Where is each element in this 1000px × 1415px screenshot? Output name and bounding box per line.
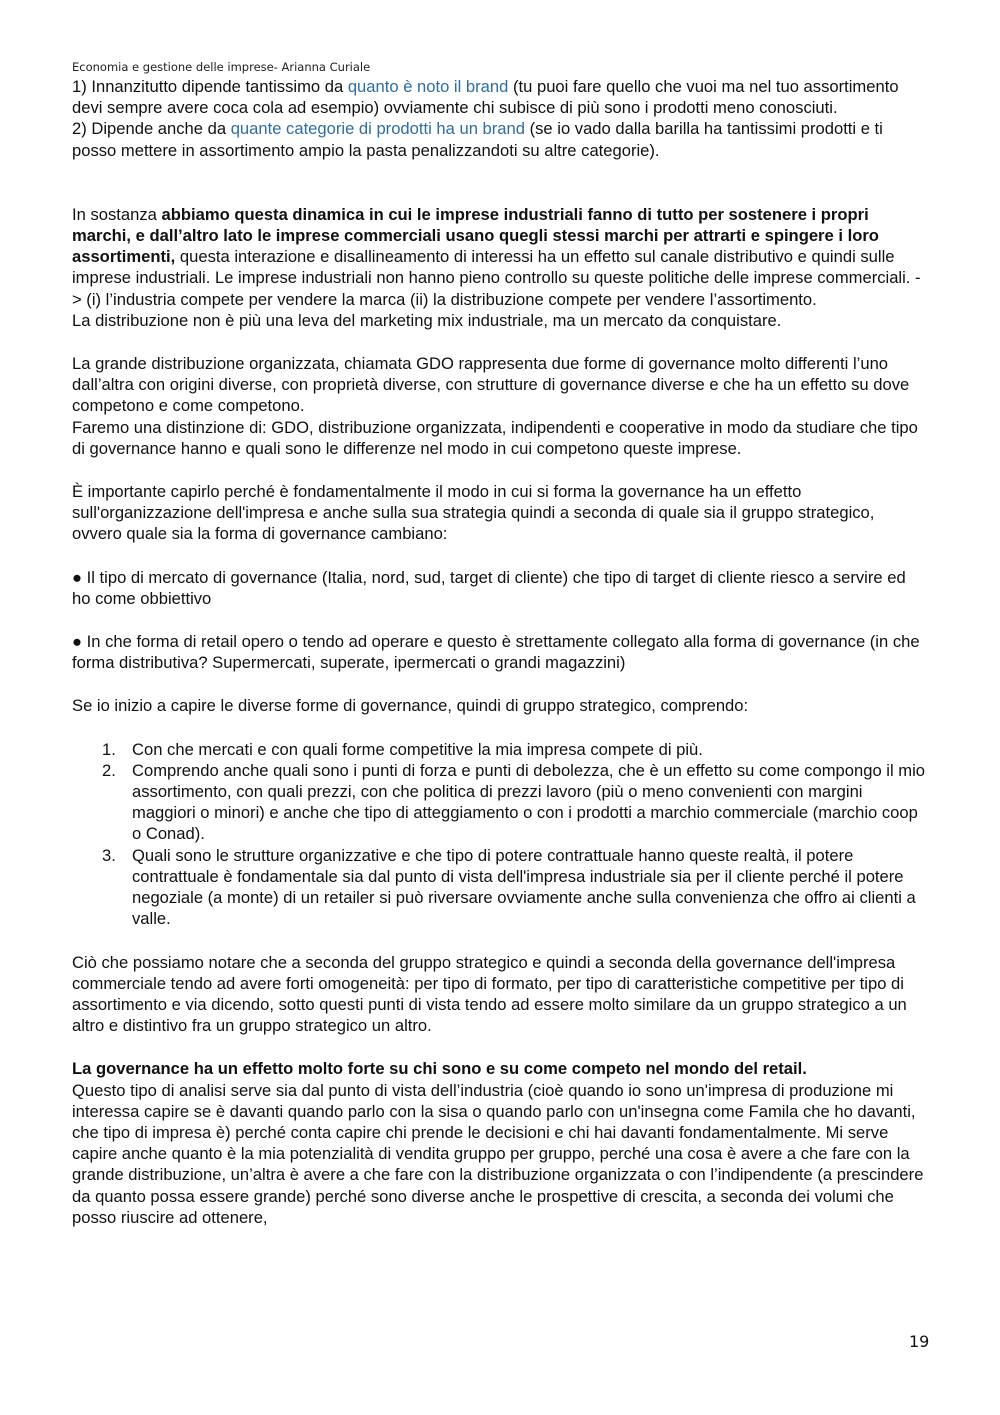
paragraph-distinction: Faremo una distinzione di: GDO, distribuzione organizzata, indipendenti e cooperative in modo da studiare che tipo di governance hanno e quali sono le differenze nel modo in cui competono queste imprese. bbox=[72, 417, 918, 458]
bullet-retail-form: ● In che forma di retail opero o tendo ad operare e questo è strettamente collegato alla forma di governance (in che forma distributiva? Supermercati, superate, ipermercati o grandi magazzini) bbox=[72, 632, 920, 673]
paragraph-brand-categories: 2) Dipende anche da quante categorie di prodotti ha un brand (se io vado dalla barilla ha tantissimi prodotti e ti posso mettere in assortimento ampio la pasta penalizzandoti su altre categorie). bbox=[72, 119, 883, 160]
running-header: Economia e gestione delle imprese- Arianna Curiale bbox=[72, 60, 371, 74]
paragraph-governance-effect: La governance ha un effetto molto forte su chi sono e su come competo nel mondo del retail. Questo tipo di analisi serve sia dal punto di vista dell’industria (cioè quando io sono un'impresa di produzione mi interessa capire se è davanti quando parlo con la sisa o quando parlo con un'insegna come Famila che ho davanti, che tipo di impresa è) perché conta capire chi prende le decisioni e chi hai davanti fondamentalmente. Mi serve capire anche quanto è la mia potenzialità di vendita gruppo per gruppo, perché una cosa è avere a che fare con la grande distribuzione, un’altra è avere a che fare con la distribuzione organizzata o con l’indipendente (a prescindere da quanto possa essere grande) perché sono diverse anche le prospettive di crescita, a seconda dei volumi che posso riuscire ad ottenere, bbox=[72, 1059, 924, 1227]
bold-heading: La governance ha un effetto molto forte su chi sono e su come competo nel mondo del retail. bbox=[72, 1059, 807, 1079]
bold-statement: abbiamo questa dinamica in cui le imprese industriali fanno di tutto per sostenere i propri marchi, e dall’altro lato le imprese commerciali usano quegli stessi marchi per attrarti e spingere i loro assortimenti, bbox=[72, 204, 879, 267]
paragraph-dynamics: In sostanza abbiamo questa dinamica in cui le imprese industriali fanno di tutto per sostenere i propri marchi, e dall’altro lato le imprese commerciali usano quegli stessi marchi per attrarti e spingere i loro assortimenti, questa interazione e disallineamento di interessi ha un effetto sul canale distributivo e quindi sulle imprese industriali. Le imprese industriali non hanno pieno controllo su queste politiche delle imprese commerciali. -> (i) l’industria compete per vendere la marca (ii) la distribuzione compete per vendere l’assortimento. bbox=[72, 204, 921, 309]
paragraph-governance-importance: È importante capirlo perché è fondamentalmente il modo in cui si forma la governance ha un effetto sull'organizzazione dell'impresa e anche sulla sua strategia quindi a seconda di quale sia il gruppo strategico, ovvero quale sia la forma di governance cambiano: bbox=[72, 482, 875, 544]
page-number: 19 bbox=[909, 1332, 930, 1351]
bullet-market-type: ● Il tipo di mercato di governance (Italia, nord, sud, target di cliente) che tipo di target di cliente riesco a servire ed ho come obbiettivo bbox=[72, 567, 906, 608]
numbered-list bbox=[72, 739, 928, 930]
list-item: 3. Quali sono le strutture organizzative e che tipo di potere contrattuale hanno queste realtà, il potere contrattuale è fondamentale sia dal punto di vista dell'impresa industriale sia per il cliente perché il potere negoziale (a monte) di un retailer si può riversare ovviamente anche sulla convenienza che offro ai clienti a valle. bbox=[102, 845, 916, 929]
paragraph-list-intro: Se io inizio a capire le diverse forme di governance, quindi di gruppo strategico, comprendo: bbox=[72, 696, 749, 716]
paragraph-homogeneity: Ciò che possiamo notare che a seconda del gruppo strategico e quindi a seconda della governance dell'impresa commerciale tendo ad avere forti omogeneità: per tipo di formato, per tipo di caratteristiche competitive per tipo di assortimento e via dicendo, sotto questi punti di vista tendo ad essere molto similare da un gruppo strategico a un altro e distintivo fra un gruppo strategico un altro. bbox=[72, 952, 907, 1036]
paragraph-gdo: La grande distribuzione organizzata, chiamata GDO rappresenta due forme di governance molto differenti l’uno dall’altra con origini diverse, con proprietà diverse, con strutture di governance diverse e che ha un effetto su dove competono e come competono. bbox=[72, 354, 910, 416]
highlighted-phrase: quante categorie di prodotti ha un brand bbox=[230, 119, 525, 139]
paragraph-distribution-market: La distribuzione non è più una leva del marketing mix industriale, ma un mercato da conquistare. bbox=[72, 310, 782, 330]
highlighted-phrase: quanto è noto il brand bbox=[347, 77, 509, 96]
list-item: 1. Con che mercati e con quali forme competitive la mia impresa compete di più. bbox=[102, 739, 703, 759]
paragraph-brand-awareness: 1) Innanzitutto dipende tantissimo da quanto è noto il brand (tu puoi fare quello che vuoi ma nel tuo assortimento devi sempre avere coca cola ad esempio) ovviamente chi subisce di più sono i prodotti meno conosciuti. bbox=[72, 77, 899, 118]
list-item: 2. Comprendo anche quali sono i punti di forza e punti di debolezza, che è un effetto su come compongo il mio assortimento, con quali prezzi, con che politica di prezzi lavoro (più o meno convenienti con margini maggiori o minori) e anche che tipo di atteggiamento o con i prodotti a marchio commerciale (marchio coop o Conad). bbox=[102, 760, 925, 844]
page-body bbox=[72, 76, 928, 1228]
